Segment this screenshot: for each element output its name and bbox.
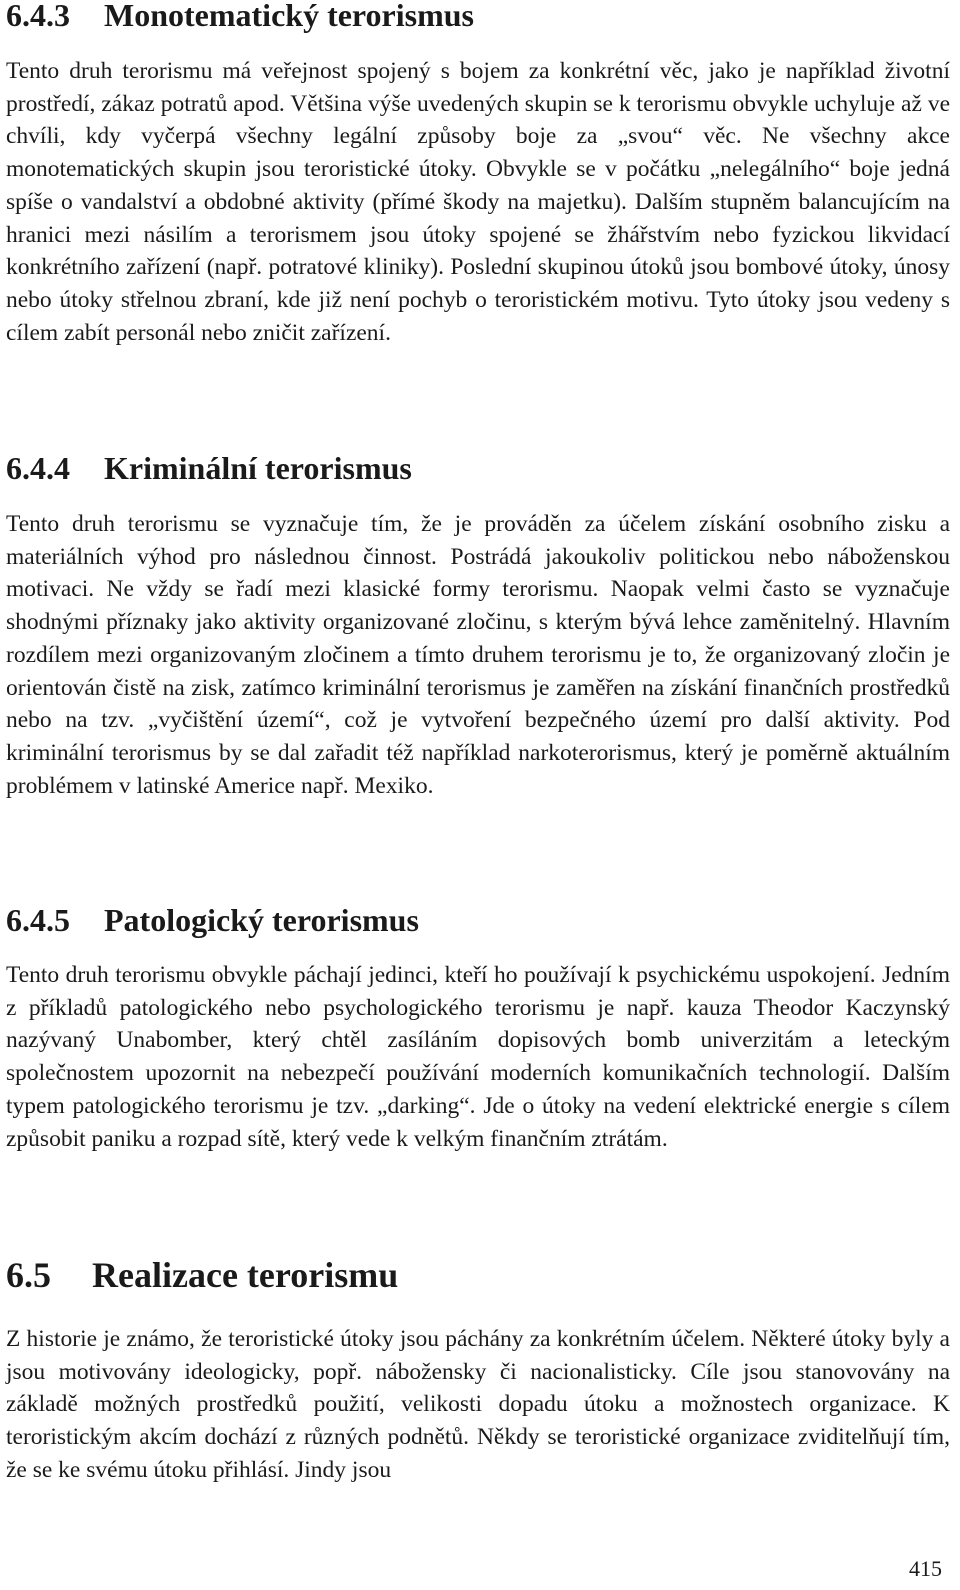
section-title: Patologický terorismus <box>104 902 419 938</box>
section-paragraph-6-4-4: Tento druh terorismu se vyznačuje tím, že je prováděn za účelem získání osobního zisku a materiálních výhod pro následnou činnost. Postrádá jakoukoliv politickou nebo náboženskou motivaci. Ne vždy se řadí mezi klasické formy terorismu. Naopak velmi často se vyznačuje shodnými příznaky jako aktivity organizované zločinu, s kterým bývá lehce zaměnitelný. Hlavním rozdílem mezi organizovaným zločinem a tímto druhem terorismu je to, že organizovaný zločin je orientován čistě na zisk, zatímco kriminální terorismus je zaměřen na získání finančních prostředků nebo na tzv. „vyčištění území“, což je vytvoření bezpečného území pro další aktivity. Pod kriminální terorismus by se dal zařadit též například narkoterorismus, který je poměrně aktuálním problémem v latinské Americe např. Mexiko. <box>6 511 950 799</box>
section-title: Monotematický terorismus <box>104 0 474 33</box>
section-paragraph-6-4-5: Tento druh terorismu obvykle páchají jedinci, kteří ho používají k psychickému uspokojení. Jedním z příkladů patologického nebo psychologického terorismu je např. kauza Theodor Kaczynský nazývaný Unabomber, který chtěl zasíláním dopisových bomb univerzitám a leteckým společnostem upozornit na nebezpečí používání moderních komunikačních technologií. Dalším typem patologického terorismu je tzv. „darking“. Jde o útoky na vedení elektrické energie s cílem způsobit paniku a rozpad sítě, který vede k velkým finančním ztrátám. <box>6 962 950 1152</box>
section-number: 6.5 <box>6 1255 51 1295</box>
section-paragraph-6-4-3: Tento druh terorismu má veřejnost spojený s bojem za konkrétní věc, jako je například životní prostředí, zákaz potratů apod. Většina výše uvedených skupin se k terorismu obvykle uchyluje až ve chvíli, kdy vyčerpá všechny legální způsoby boje za „svou“ věc. Ne všechny akce monotematických skupin jsou teroristické útoky. Obvykle se v počátku „nelegálního“ boje jedná spíše o vandalství a obdobné aktivity (přímé škody na majetku). Dalším stupněm balancujícím na hranici mezi násilím a terorismem jsou útoky spojené se žhářstvím nebo fyzickou likvidací konkrétního zařízení (např. potratové kliniky). Poslední skupinou útoků jsou bombové útoky, únosy nebo útoky střelnou zbraní, kde již není pochyb o teroristickém motivu. Tyto útoky jsou vedeny s cílem zabít personál nebo zničit zařízení. <box>6 58 950 346</box>
section-heading-6-4-3 <box>6 0 474 33</box>
section-title: Realizace terorismu <box>92 1255 399 1295</box>
section-number: 6.4.4 <box>6 450 70 486</box>
section-heading-6-5 <box>6 1255 398 1295</box>
section-heading-6-4-4 <box>6 450 412 486</box>
section-heading-6-4-5 <box>6 902 419 938</box>
section-number: 6.4.3 <box>6 0 70 33</box>
section-title: Kriminální terorismus <box>104 450 412 486</box>
section-number: 6.4.5 <box>6 902 70 938</box>
section-paragraph-6-5: Z historie je známo, že teroristické útoky jsou páchány za konkrétním účelem. Některé útoky byly a jsou motivovány ideologicky, popř. nábožensky či nacionalisticky. Cíle jsou stanovovány na základě možných prostředků použití, velikosti dopadu útoku a možnostech organizace. K teroristickým akcím dochází z různých podnětů. Někdy se teroristické organizace zviditelňují tím, že se ke svému útoku přihlásí. Jindy jsou <box>6 1326 950 1483</box>
page-number: 415 <box>909 1556 942 1581</box>
